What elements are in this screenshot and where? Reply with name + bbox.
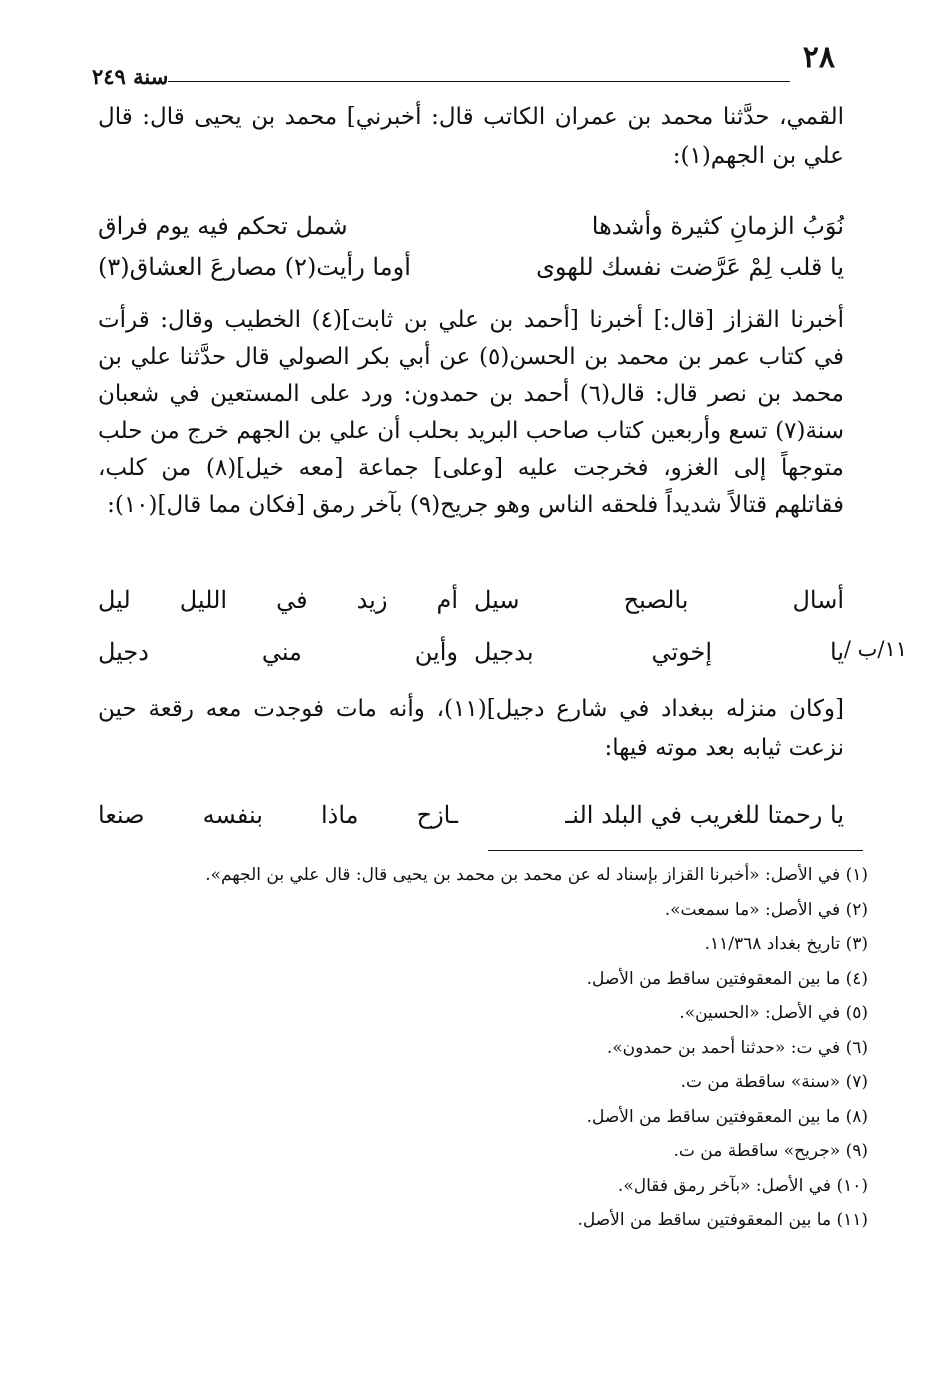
footnote-7: (٧) «سنة» ساقطة من ت. bbox=[680, 1072, 868, 1092]
header-rule bbox=[168, 81, 790, 82]
footnote-9: (٩) «جريح» ساقطة من ت. bbox=[673, 1141, 868, 1161]
closing-paragraph-block bbox=[98, 690, 844, 767]
verse-5-first-hemistich: يا رحمتا للغريب في البلد النـ bbox=[565, 801, 844, 829]
verse-1-first-hemistich: نُوَبُ الزمانِ كثيرة وأشدها bbox=[591, 212, 844, 240]
intro-paragraph: القمي، حدَّثنا محمد بن عمران الكاتب قال: أخبرني] محمد بن يحيى قال: قال علي بن الجهم(١): bbox=[98, 104, 844, 169]
footnote-5: (٥) في الأصل: «الحسين». bbox=[679, 1003, 868, 1023]
verse-3 bbox=[98, 580, 844, 620]
verse-4-second-hemistich: وأين مني دجيل bbox=[98, 638, 458, 666]
verse-5-second-hemistich: ـازح ماذا بنفسه صنعا bbox=[98, 801, 458, 829]
verse-4 bbox=[98, 632, 844, 672]
footnote-6: (٦) في ت: «حدثنا أحمد بن حمدون». bbox=[606, 1037, 868, 1058]
verse-4-first-hemistich: يا إخوتي بدجيل bbox=[474, 638, 844, 666]
footnote-11: (١١) ما بين المعقوفتين ساقط من الأصل. bbox=[577, 1210, 868, 1230]
footnote-3: (٣) تاريخ بغداد ١١/٣٦٨. bbox=[704, 934, 868, 954]
footnote-8: (٨) ما بين المعقوفتين ساقط من الأصل. bbox=[586, 1106, 868, 1127]
verse-3-first-hemistich: أسال بالصبح سيل bbox=[474, 586, 844, 614]
page-number: ٢٨ bbox=[802, 40, 835, 75]
narration-paragraph-block bbox=[98, 302, 844, 524]
verse-5 bbox=[98, 795, 844, 835]
footnote-4: (٤) ما بين المعقوفتين ساقط من الأصل. bbox=[586, 968, 868, 989]
verse-3-second-hemistich: أم زيد في الليل ليل bbox=[98, 586, 458, 614]
footnotes bbox=[98, 858, 868, 1238]
footnote-1: (١) في الأصل: «أخبرنا القزاز بإسناد له عن محمد بن محمد بن يحيى قال: قال علي بن الجهم». bbox=[205, 865, 868, 885]
intro-paragraph-block bbox=[98, 98, 844, 175]
manuscript-folio-marker: ١١/ب / bbox=[843, 637, 907, 661]
running-header-year: سنة ٢٤٩ bbox=[92, 64, 169, 89]
footnote-separator bbox=[488, 850, 863, 851]
narration-paragraph: أخبرنا القزاز [قال:] أخبرنا [أحمد بن علي بن ثابت](٤) الخطيب وقال: قرأت في كتاب عمر بن محمد بن الحسن(٥) عن أبي بكر الصولي قال حدَّثنا علي بن محمد بن نصر قال: قال(٦) أحمد بن حمدون: ورد على المستعين في شعبان سنة(٧) تسع وأربعين كتاب صاحب البريد بحلب أن علي بن الجهم خرج من حلب متوجهاً إلى الغزو، فخرجت عليه [وعلى] جماعة [معه خيل](٨) من كلب، فقاتلهم قتالاً شديداً فلحقه الناس وهو جريح(٩) بآخر رمق [فكان مما قال](١٠): bbox=[98, 307, 844, 518]
verse-1-second-hemistich: شمل تحكم فيه يوم فراق bbox=[98, 212, 348, 240]
verse-1 bbox=[98, 206, 844, 246]
footnote-10: (١٠) في الأصل: «بآخر رمق فقال». bbox=[617, 1175, 868, 1196]
footnote-2: (٢) في الأصل: «ما سمعت». bbox=[664, 899, 868, 920]
verse-2-second-hemistich: أوما رأيت(٢) مصارعَ العشاق(٣) bbox=[98, 253, 411, 281]
closing-paragraph: [وكان منزله ببغداد في شارع دجيل](١١)، وأنه مات فوجدت معه رقعة حين نزعت ثيابه بعد موته فيها: bbox=[98, 696, 844, 761]
verse-2-first-hemistich: يا قلب لِمْ عَرَّضت نفسك للهوى bbox=[536, 253, 844, 281]
verse-2 bbox=[98, 247, 844, 287]
